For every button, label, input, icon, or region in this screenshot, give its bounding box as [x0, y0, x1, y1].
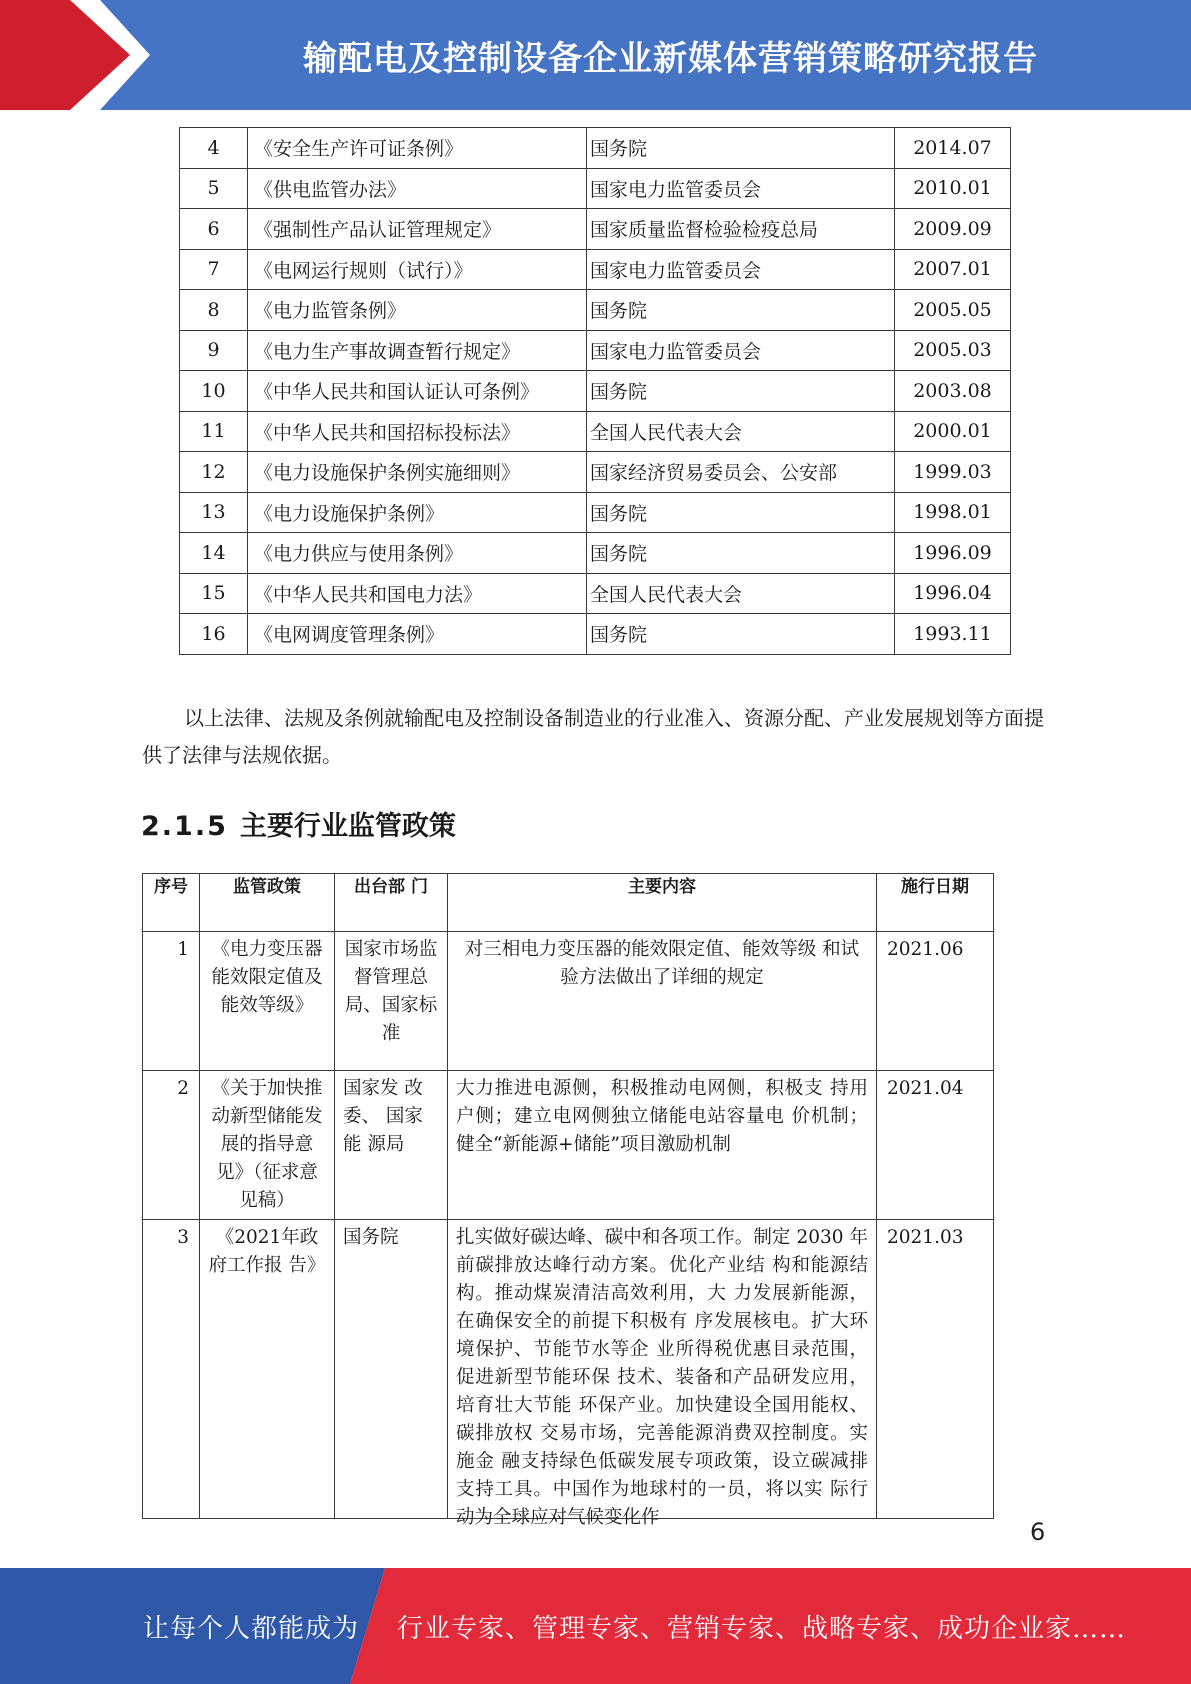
regulation-date: 1998.01 — [895, 492, 1011, 533]
policy-content: 对三相电力变压器的能效限定值、能效等级 和试验方法做出了详细的规定 — [448, 932, 877, 1071]
regulation-name: 《供电监管办法》 — [248, 168, 587, 209]
table-row — [180, 533, 1011, 574]
regulation-name: 《强制性产品认证管理规定》 — [248, 209, 587, 250]
policy-date: 2021.04 — [877, 1071, 994, 1220]
regulation-no: 13 — [180, 492, 248, 533]
policy-name: 《电力变压器能效限定值及能效等级》 — [200, 932, 335, 1071]
regulation-date: 2005.05 — [895, 290, 1011, 331]
policy-dept: 国家市场监督管理总局、国家标准 — [335, 932, 448, 1071]
section-number: 2.1.5 — [141, 811, 228, 842]
table-row — [180, 492, 1011, 533]
table-row — [180, 249, 1011, 290]
regulation-date: 2009.09 — [895, 209, 1011, 250]
table-row — [180, 452, 1011, 493]
header-arrow-decoration — [0, 0, 160, 110]
policy-table — [142, 873, 994, 1528]
regulation-dept: 国务院 — [587, 290, 895, 331]
policy-table-header-row — [143, 874, 994, 932]
regulation-name: 《电网调度管理条例》 — [248, 614, 587, 655]
regulation-date: 2007.01 — [895, 249, 1011, 290]
policy-date: 2021.06 — [877, 932, 994, 1071]
report-title: 输配电及控制设备企业新媒体营销策略研究报告 — [303, 38, 1038, 79]
policy-content-cell — [448, 1220, 877, 1528]
regulation-dept: 国务院 — [587, 371, 895, 412]
table-row — [180, 614, 1011, 655]
summary-paragraph: 以上法律、法规及条例就输配电及控制设备制造业的行业准入、资源分配、产业发展规划等方面提供了法律与法规依据。 — [142, 706, 1044, 767]
policy-content: 扎实做好碳达峰、碳中和各项工作。制定 2030 年前碳排放达峰行动方案。优化产业结 构和能源结构。推动煤炭清洁高效利用，大 力发展新能源，在确保安全的前提下积极有 序发展核电。扩大环境保护、节能节水等企 业所得税优惠目录范围，促进新型节能环保 技术、装备和产品研发应用，培育壮大节能 环保产业。加快建设全国用能权、碳排放权 交易市场，完善能源消费双控制度。实施金 融支持绿色低碳发展专项政策，设立碳减排 支持工具。中国作为地球村的一员，将以实 际行动为全球应对气候变化作 — [456, 1227, 868, 1528]
regulation-dept: 全国人民代表大会 — [587, 411, 895, 452]
regulation-no: 8 — [180, 290, 248, 331]
regulation-name: 《电力生产事故调查暂行规定》 — [248, 330, 587, 371]
regulation-name: 《电力设施保护条例》 — [248, 492, 587, 533]
regulation-name: 《电力监管条例》 — [248, 290, 587, 331]
regulation-no: 14 — [180, 533, 248, 574]
header-date: 施行日期 — [877, 874, 994, 932]
regulation-no: 6 — [180, 209, 248, 250]
regulation-no: 7 — [180, 249, 248, 290]
page-number: 6 — [1030, 1518, 1046, 1546]
regulation-name: 《电力设施保护条例实施细则》 — [248, 452, 587, 493]
regulation-no: 9 — [180, 330, 248, 371]
policy-content: 大力推进电源侧，积极推动电网侧，积极支 持用户侧；建立电网侧独立储能电站容量电 价机制；健全“新能源+储能”项目激励机制 — [448, 1071, 877, 1220]
table-row — [180, 168, 1011, 209]
regulation-no: 10 — [180, 371, 248, 412]
policy-name: 《2021年政府工作报 告》 — [200, 1220, 335, 1519]
policy-date: 2021.03 — [877, 1220, 994, 1519]
table-row — [180, 128, 1011, 169]
regulation-date: 2005.03 — [895, 330, 1011, 371]
regulation-dept: 国家电力监管委员会 — [587, 330, 895, 371]
regulation-dept: 国家质量监督检验检疫总局 — [587, 209, 895, 250]
header-content: 主要内容 — [448, 874, 877, 932]
regulation-dept: 国务院 — [587, 533, 895, 574]
regulation-no: 15 — [180, 573, 248, 614]
table-row — [180, 290, 1011, 331]
regulation-name: 《中华人民共和国电力法》 — [248, 573, 587, 614]
regulation-date: 1999.03 — [895, 452, 1011, 493]
regulation-no: 4 — [180, 128, 248, 169]
policy-no: 2 — [143, 1071, 200, 1220]
header-no: 序号 — [143, 874, 200, 932]
regulation-name: 《中华人民共和国招标投标法》 — [248, 411, 587, 452]
regulation-date: 2003.08 — [895, 371, 1011, 412]
page-footer — [0, 1568, 1191, 1684]
table-row — [143, 1220, 994, 1519]
regulation-date: 1996.04 — [895, 573, 1011, 614]
regulation-date: 2014.07 — [895, 128, 1011, 169]
header-policy: 监管政策 — [200, 874, 335, 932]
page-header — [0, 0, 1191, 110]
policy-no: 3 — [143, 1220, 200, 1519]
policy-no: 1 — [143, 932, 200, 1071]
policy-name: 《关于加快推动新型储能发展的指导意见》（征求意见稿） — [200, 1071, 335, 1220]
regulation-dept: 全国人民代表大会 — [587, 573, 895, 614]
regulation-no: 16 — [180, 614, 248, 655]
section-title: 主要行业监管政策 — [239, 811, 456, 842]
table-row — [180, 330, 1011, 371]
regulation-no: 12 — [180, 452, 248, 493]
regulation-name: 《中华人民共和国认证认可条例》 — [248, 371, 587, 412]
header-dept: 出台部 门 — [335, 874, 448, 932]
policy-dept: 国务院 — [335, 1220, 448, 1519]
regulation-dept: 国务院 — [587, 492, 895, 533]
table-row — [143, 932, 994, 1071]
regulation-no: 5 — [180, 168, 248, 209]
regulation-name: 《电力供应与使用条例》 — [248, 533, 587, 574]
regulation-date: 1993.11 — [895, 614, 1011, 655]
regulations-table — [179, 127, 1011, 655]
table-row — [180, 371, 1011, 412]
regulation-dept: 国家电力监管委员会 — [587, 249, 895, 290]
table-row — [180, 209, 1011, 250]
regulation-date: 2000.01 — [895, 411, 1011, 452]
table-row — [143, 1071, 994, 1220]
regulation-dept: 国务院 — [587, 614, 895, 655]
regulation-dept: 国务院 — [587, 128, 895, 169]
regulation-date: 1996.09 — [895, 533, 1011, 574]
regulation-no: 11 — [180, 411, 248, 452]
regulation-dept: 国家电力监管委员会 — [587, 168, 895, 209]
policy-dept: 国家发 改委、 国家能 源局 — [335, 1071, 448, 1220]
regulation-dept: 国家经济贸易委员会、公安部 — [587, 452, 895, 493]
regulation-name: 《电网运行规则（试行）》 — [248, 249, 587, 290]
regulation-name: 《安全生产许可证条例》 — [248, 128, 587, 169]
table-row — [180, 411, 1011, 452]
footer-slogan-right: 行业专家、管理专家、营销专家、战略专家、成功企业家…… — [397, 1613, 1127, 1644]
regulation-date: 2010.01 — [895, 168, 1011, 209]
footer-slogan-left: 让每个人都能成为 — [143, 1613, 360, 1644]
section-heading — [141, 804, 456, 843]
table-row — [180, 573, 1011, 614]
